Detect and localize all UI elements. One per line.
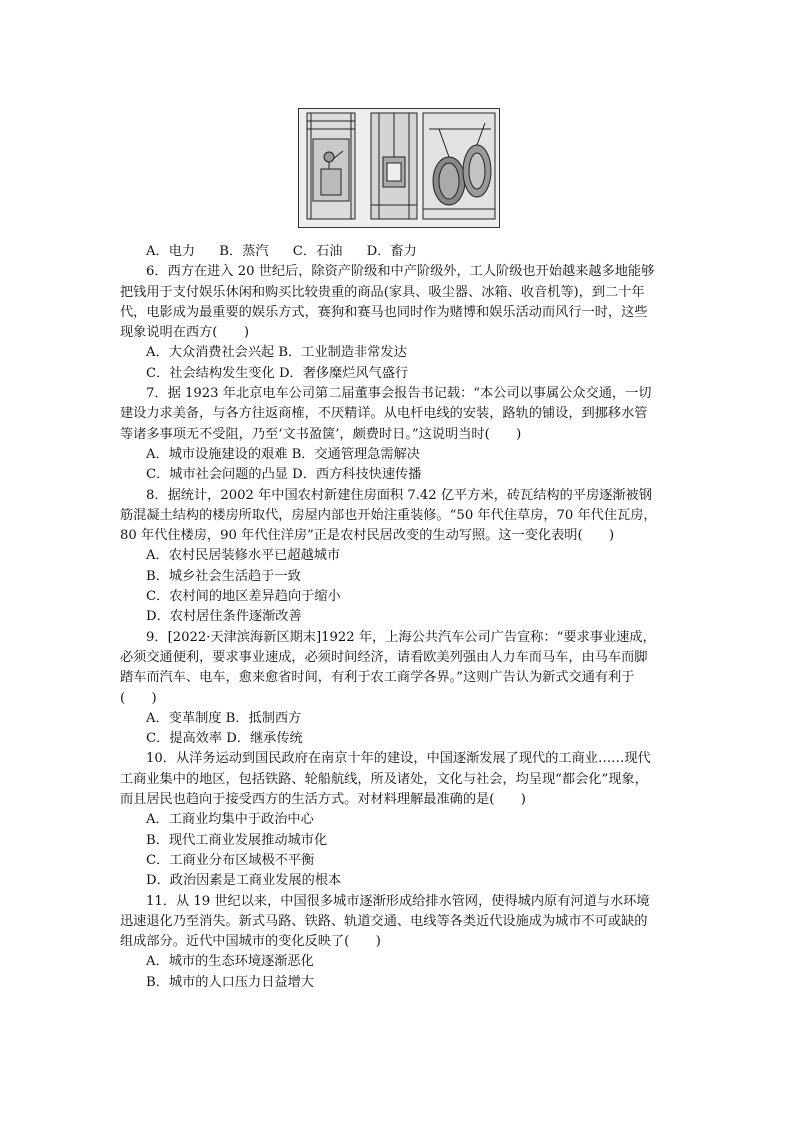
q8-option-a: A．农村民居装修水平已超越城市 [146, 548, 341, 564]
q6-options-ab: A．大众消费社会兴起 B．工业制造非常发达 [146, 345, 407, 361]
q6-line-4: 现象说明在西方( ) [120, 325, 249, 341]
q7-options-cd: C．城市社会问题的凸显 D．西方科技快速传播 [146, 467, 422, 483]
q10-option-c: C．工商业分布区域极不平衡 [146, 852, 315, 868]
q11-line-1: 11．从 19 世纪以来，中国很多城市逐渐形成给排水管网，使得城内原有河道与水环境 [146, 893, 650, 909]
q10-line-1: 10．从洋务运动到国民政府在南京十年的建设，中国逐渐发展了现代的工商业……现代 [146, 751, 651, 767]
q6-line-3: 代，电影成为最重要的娱乐方式，赛狗和赛马也同时作为赌博和娱乐活动而风行一时，这些 [120, 304, 648, 320]
q9-line-1: 9．[2022·天津滨海新区期末]1922 年，上海公共汽车公司广告宣称：“要求事业速成， [146, 629, 656, 645]
q10-option-b: B．现代工商业发展推动城市化 [146, 832, 328, 848]
q10-option-d: D．政治因素是工商业发展的根本 [146, 873, 342, 889]
q7-line-1: 7．据 1923 年北京电车公司第二届董事会报告书记载：“本公司以事属公众交通，一切 [146, 386, 652, 402]
q11-line-2: 迅速退化乃至消失。新式马路、铁路、轨道交通、电线等各类近代设施成为城市不可或缺的 [120, 913, 648, 929]
q5-option-a: A．电力 [146, 244, 196, 259]
q6-line-2: 把钱用于支付娱乐休闲和购买比较贵重的商品(家具、吸尘器、冰箱、收音机等)，到二十年 [120, 284, 645, 300]
q11-option-b: B．城市的人口压力日益增大 [146, 974, 314, 990]
q10-line-3: 而且居民也趋向于接受西方的生活方式。对材料理解最准确的是( ) [120, 792, 526, 808]
q7-line-3: 等诸多事项无不受阻，乃至‘文书盈箧’，颇费时日。”这说明当时( ) [120, 426, 522, 442]
q8-option-c: C．农村间的地区差异趋向于缩小 [146, 589, 341, 605]
q9-line-4: ( ) [120, 690, 157, 706]
q9-options-ab: A．变革制度 B．抵制西方 [146, 710, 302, 726]
q7-options-ab: A．城市设施建设的艰难 B．交通管理急需解决 [146, 446, 420, 462]
q9-line-3: 踏车而汽车、电车，愈来愈省时间，有利于农工商学各界。”这则广告认为新式交通有利于 [120, 670, 635, 686]
q8-option-d: D．农村居住条件逐渐改善 [146, 609, 302, 625]
q8-line-3: 80 年代住楼房，90 年代住洋房”正是农村民居改变的生动写照。这一变化表明( ) [120, 528, 615, 544]
q9-options-cd: C．提高效率 D．继承传统 [146, 731, 303, 747]
q11-line-3: 组成部分。近代中国城市的变化反映了( ) [120, 934, 381, 950]
q10-line-2: 工商业集中的地区，包括铁路、轮船航线，所及诸处，文化与社会，均呈现“都会化”现象， [120, 771, 648, 787]
q5-option-c: C．石油 [292, 244, 343, 259]
q11-option-a: A．城市的生态环境逐渐恶化 [146, 954, 314, 970]
q6-options-cd: C．社会结构发生变化 D．奢侈糜烂风气盛行 [146, 365, 409, 381]
q8-option-b: B．城乡社会生活趋于一致 [146, 568, 301, 584]
q7-line-2: 建设力求美备，与各方往返商榷，不厌精详。从电杆电线的安装，路轨的铺设，到挪移水管 [120, 406, 648, 422]
q5-option-d: D．畜力 [366, 244, 417, 259]
q6-line-1: 6．西方在进入 20 世纪后，除资产阶级和中产阶级外，工人阶级也开始越来越多地能够 [146, 264, 655, 280]
q5-option-b: B．蒸汽 [219, 244, 269, 259]
q10-option-a: A．工商业均集中于政治中心 [146, 812, 314, 828]
elevator-illustration [298, 108, 500, 228]
q8-line-1: 8．据统计，2002 年中国农村新建住房面积 7.42 亿平方米，砖瓦结构的平房逐渐被钢 [146, 487, 652, 503]
elevator-engraving-image [299, 109, 499, 227]
q8-line-2: 筋混凝土结构的楼房所取代，房屋内部也开始注重装修。“50 年代住草房，70 年代住瓦房， [120, 507, 657, 523]
q9-line-2: 必须交通便利，要求事业速成，必须时间经济，请看欧美列强由人力车而马车，由马车而脚 [120, 649, 648, 665]
q5-options [120, 242, 680, 262]
question-content [120, 242, 680, 993]
